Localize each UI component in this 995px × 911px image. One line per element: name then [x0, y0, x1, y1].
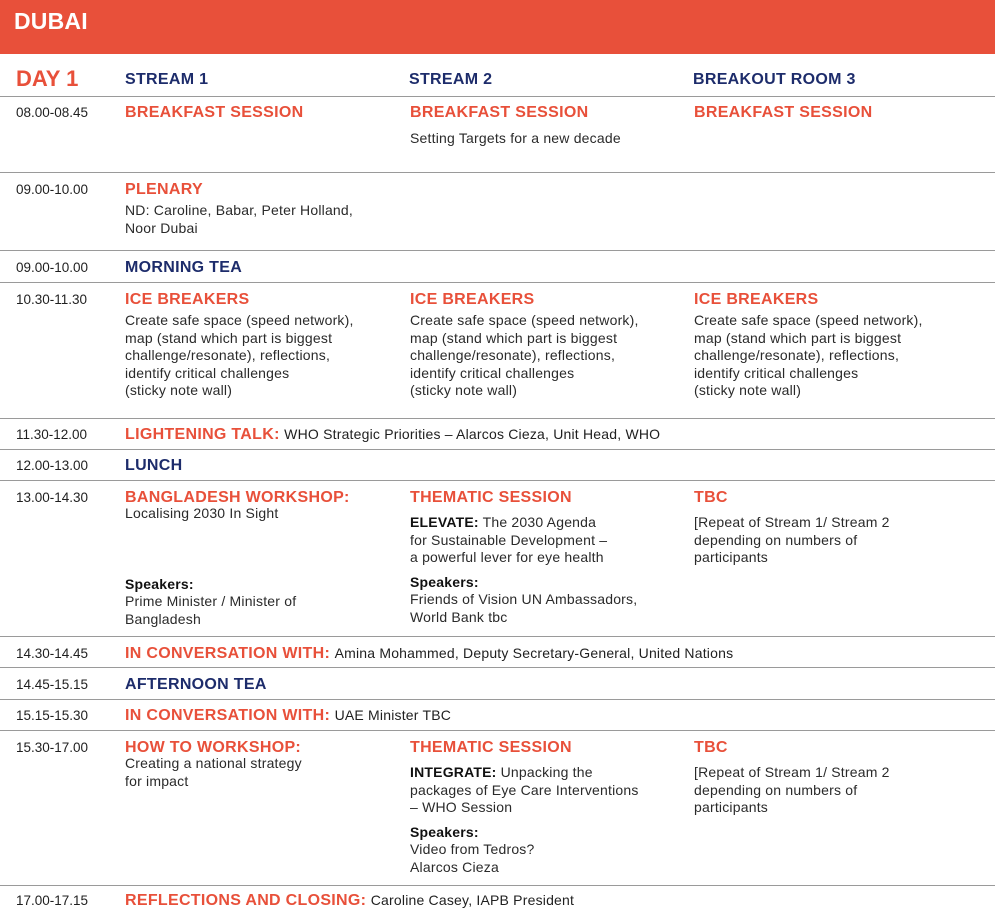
time-slot: 14.45-15.15: [16, 677, 89, 692]
session-title: AFTERNOON TEA: [125, 676, 267, 693]
divider: [0, 250, 995, 251]
speakers-label: Speakers:: [125, 575, 194, 592]
breakout-room-3-cell: [694, 738, 964, 817]
session-title: BREAKFAST SESSION: [410, 104, 589, 121]
session-title: THEMATIC SESSION: [410, 739, 572, 756]
speakers-list: Alarcos Cieza: [410, 858, 499, 875]
session-theme: INTEGRATE:: [410, 764, 497, 780]
session-description: for Sustainable Development –: [410, 531, 608, 548]
session-description: Setting Targets for a new decade: [410, 130, 621, 146]
time-slot: 17.00-17.15: [16, 893, 89, 908]
divider: [0, 96, 995, 97]
session-description: (sticky note wall): [694, 382, 802, 398]
session-description: UAE Minister TBC: [334, 707, 452, 723]
session-description: Amina Mohammed, Deputy Secretary-General, United Nations: [334, 645, 734, 661]
time-slot: 15.30-17.00: [16, 740, 89, 755]
stream-2-cell: [410, 738, 680, 876]
speakers-list: Prime Minister / Minister of: [125, 593, 297, 609]
session-title: IN CONVERSATION WITH:: [125, 645, 331, 662]
session-description: map (stand which part is biggest: [410, 329, 618, 346]
session-title: LUNCH: [125, 457, 183, 474]
session-title: BANGLADESH WORKSHOP:: [125, 489, 350, 506]
schedule-header: [0, 54, 995, 98]
divider: [0, 730, 995, 731]
session-title: PLENARY: [125, 181, 203, 198]
speakers-label: Speakers:: [410, 573, 479, 590]
session-description: – WHO Session: [410, 799, 513, 815]
header-banner: [0, 0, 995, 54]
session-description: Localising 2030 In Sight: [125, 505, 279, 521]
time-slot: 09.00-10.00: [16, 182, 89, 197]
time-slot: 12.00-13.00: [16, 458, 89, 473]
session-line: [125, 706, 451, 726]
session-description: identify critical challenges: [410, 364, 575, 381]
session-description: ND: Caroline, Babar, Peter Holland,: [125, 202, 353, 218]
session-title: ICE BREAKERS: [410, 291, 535, 308]
time-slot: 11.30-12.00: [16, 427, 88, 442]
session-line: [125, 891, 574, 911]
session-title: HOW TO WORKSHOP:: [125, 739, 302, 756]
session-title: TBC: [694, 739, 728, 756]
speakers-list: Bangladesh: [125, 610, 201, 627]
session-description: (sticky note wall): [410, 382, 518, 398]
session-title: BREAKFAST SESSION: [125, 104, 304, 121]
column-header-breakout-room-3: BREAKOUT ROOM 3: [693, 71, 856, 88]
session-description-text: The 2030 Agenda: [482, 514, 597, 530]
speakers-list: Friends of Vision UN Ambassadors,: [410, 591, 638, 607]
breakout-room-3-cell: [694, 290, 964, 400]
breakout-room-3-cell: [694, 103, 964, 123]
session-description: [Repeat of Stream 1/ Stream 2: [694, 514, 890, 530]
session-title: MORNING TEA: [125, 259, 243, 276]
session-description-text: Unpacking the: [500, 764, 593, 780]
session-description: [410, 514, 680, 532]
session-description: packages of Eye Care Interventions: [410, 781, 639, 798]
session-description: challenge/resonate), reflections,: [125, 347, 331, 363]
stream-2-cell: [410, 290, 680, 400]
session-description: participants: [694, 799, 768, 815]
session-description: challenge/resonate), reflections,: [410, 347, 616, 363]
session-description: [Repeat of Stream 1/ Stream 2: [694, 764, 890, 780]
session-description: identify critical challenges: [694, 364, 859, 381]
divider: [0, 172, 995, 173]
session-title: ICE BREAKERS: [125, 291, 250, 308]
session-line: [125, 644, 733, 664]
session-title: ICE BREAKERS: [694, 291, 819, 308]
session-description: Create safe space (speed network),: [694, 312, 923, 328]
time-slot: 13.00-14.30: [16, 490, 89, 505]
session-description: identify critical challenges: [125, 364, 290, 381]
time-slot: 14.30-14.45: [16, 646, 89, 661]
session-title: THEMATIC SESSION: [410, 489, 572, 506]
session-description: challenge/resonate), reflections,: [694, 347, 900, 363]
stream-1-cell: [125, 180, 395, 237]
divider: [0, 480, 995, 481]
session-description: map (stand which part is biggest: [125, 329, 333, 346]
session-title: BREAKFAST SESSION: [694, 104, 873, 121]
divider: [0, 667, 995, 668]
speakers-label: Speakers:: [410, 823, 479, 840]
session-title: REFLECTIONS AND CLOSING:: [125, 892, 367, 909]
column-header-stream-2: STREAM 2: [409, 71, 493, 88]
session-title: TBC: [694, 489, 728, 506]
stream-1-cell: [125, 103, 395, 123]
session-description: [410, 764, 680, 782]
session-description: depending on numbers of: [694, 531, 858, 548]
time-slot: 09.00-10.00: [16, 260, 89, 275]
session-description: (sticky note wall): [125, 382, 233, 398]
divider: [0, 282, 995, 283]
stream-2-cell: [410, 103, 680, 148]
stream-2-cell: [410, 488, 680, 626]
session-title: IN CONVERSATION WITH:: [125, 707, 331, 724]
time-slot: 15.15-15.30: [16, 708, 89, 723]
stream-1-cell: [125, 258, 395, 278]
day-label: DAY 1: [16, 66, 79, 91]
session-title: LIGHTENING TALK:: [125, 426, 280, 443]
stream-1-cell: [125, 488, 395, 628]
stream-1-cell: [125, 738, 395, 790]
session-description: WHO Strategic Priorities – Alarcos Cieza, Unit Head, WHO: [284, 426, 661, 442]
stream-1-cell: [125, 456, 395, 476]
session-line: [125, 425, 660, 445]
session-description: participants: [694, 549, 768, 565]
divider: [0, 449, 995, 450]
stream-1-cell: [125, 290, 395, 400]
divider: [0, 636, 995, 637]
breakout-room-3-cell: [694, 488, 964, 567]
session-description: Create safe space (speed network),: [410, 312, 639, 328]
speakers-list: Video from Tedros?: [410, 841, 535, 857]
session-theme: ELEVATE:: [410, 514, 479, 530]
session-description: a powerful lever for eye health: [410, 549, 604, 565]
page-title: DUBAI: [14, 8, 88, 34]
divider: [0, 699, 995, 700]
stream-1-cell: [125, 675, 395, 695]
session-description: map (stand which part is biggest: [694, 329, 902, 346]
divider: [0, 885, 995, 886]
time-slot: 08.00-08.45: [16, 105, 89, 120]
divider: [0, 418, 995, 419]
session-description: Creating a national strategy: [125, 755, 302, 771]
speakers-list: World Bank tbc: [410, 608, 508, 625]
column-header-stream-1: STREAM 1: [125, 71, 209, 88]
time-slot: 10.30-11.30: [16, 292, 88, 307]
session-description: Create safe space (speed network),: [125, 312, 354, 328]
session-description: depending on numbers of: [694, 781, 858, 798]
session-description: Noor Dubai: [125, 219, 198, 236]
session-description: for impact: [125, 772, 189, 789]
session-description: Caroline Casey, IAPB President: [370, 892, 575, 908]
